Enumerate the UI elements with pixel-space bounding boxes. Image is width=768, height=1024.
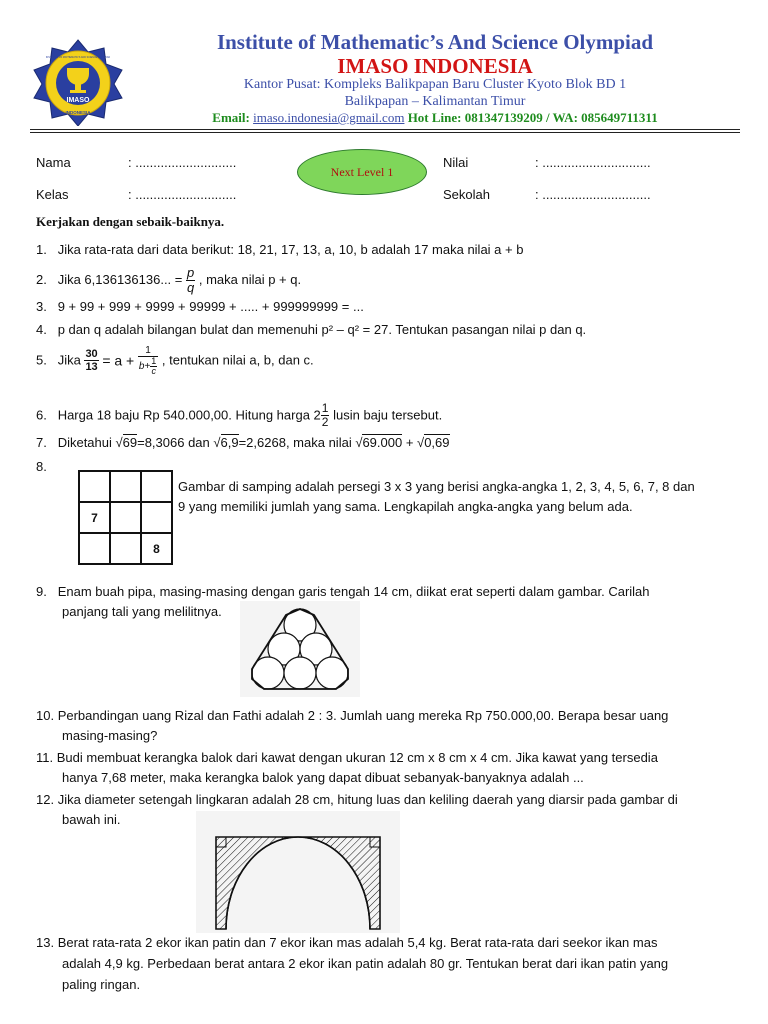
question-2: 2. Jika 6,136136136... = $\frac{p}{q}$ , maka nilai p + q. [36,265,302,295]
logo-ring-text: INSTITUTE OF MATHEMATIC'S AND SCIENCE OLYMPIAD [45,56,111,59]
question-11-line-2: hanya 7,68 meter, maka kerangka balok yang dapat dibuat sebanyak-banyaknya adalah ... [62,770,584,785]
question-12: 12. Jika diameter setengah lingkaran adalah 28 cm, hitung luas dan keliling daerah yang diarsir pada gambar di [36,792,678,807]
question-10-line-2: masing-masing? [62,728,158,743]
question-9-line-2: panjang tali yang melilitnya. [62,604,222,619]
nama-field[interactable]: : ............................ [128,155,237,170]
question-4: 4. p dan q adalah bilangan bulat dan memenuhi p² – q² = 27. Tentukan pasangan nilai p dan q. [36,322,587,337]
grid-cell[interactable] [110,502,141,533]
question-8-text-2: 9 yang memiliki jumlah yang sama. Lengkapilah angka-angka yang belum ada. [178,499,633,514]
header-rule [30,129,740,133]
grid-cell[interactable] [141,502,172,533]
grid-cell[interactable] [79,471,110,502]
nama-label: Nama [36,155,71,170]
email-label: Email: [212,110,250,125]
grid-cell[interactable] [110,533,141,564]
instruction: Kerjakan dengan sebaik-baiknya. [36,214,225,229]
magic-square-grid [78,470,173,565]
question-13-line-3: paling ringan. [62,977,141,992]
logo-text: IMASO [66,97,90,104]
grid-cell[interactable] [141,471,172,502]
question-8-number: 8. [36,459,47,474]
semicircle-shaded-figure [196,811,400,933]
question-3: 3. 9 + 99 + 999 + 9999 + 99999 + ..... + 999999999 = ... [36,299,364,314]
question-5: 5. Jika $\frac{30}{13}$ = a + 1 b+ $\frac{1}{c}$ , tentukan nilai a, b, dan c. [36,345,314,376]
kelas-label: Kelas [36,187,69,202]
institute-name: Institute of Mathematic’s And Science Olympiad [216,30,654,54]
kelas-field[interactable]: : ............................ [128,187,237,202]
question-6: 6. Harga 18 baju Rp 540.000,00. Hitung harga 2 $\frac{1}{2}$ lusin baju tersebut. [36,401,443,429]
address-line-1: Kantor Pusat: Kompleks Balikpapan Baru Cluster Kyoto Blok BD 1 [243,77,627,92]
nilai-label: Nilai [443,155,469,170]
question-13: 13. Berat rata-rata 2 ekor ikan patin dan 7 ekor ikan mas adalah 5,4 kg. Berat rata-rata dari seekor ikan mas [36,935,658,950]
question-1: 1. Jika rata-rata dari data berikut: 18, 21, 17, 13, a, 10, b adalah 17 maka nilai a + b [36,242,524,257]
hotline: Hot Line: 081347139209 / WA: 085649711311 [407,110,658,125]
question-7: 7. Diketahui √69=8,3066 dan √6,9=2,6268, maka nilai √69.000 + √0,69 [36,435,450,450]
address-line-2: Balikpapan – Kalimantan Timur [344,94,526,109]
org-name: IMASO INDONESIA [337,54,533,78]
question-10: 10. Perbandingan uang Rizal dan Fathi adalah 2 : 3. Jumlah uang mereka Rp 750.000,00. Berapa besar uang [36,708,669,723]
email-link[interactable]: imaso.indonesia@gmail.com [253,110,405,125]
question-11: 11. Budi membuat kerangka balok dari kawat dengan ukuran 12 cm x 8 cm x 4 cm. Jika kawat yang tersedia [36,750,658,765]
question-9: 9. Enam buah pipa, masing-masing dengan garis tengah 14 cm, diikat erat seperti dalam gambar. Carilah [36,584,650,599]
grid-cell[interactable]: 8 [141,533,172,564]
grid-cell[interactable] [110,471,141,502]
question-13-line-2: adalah 4,9 kg. Perbedaan berat antara 2 ekor ikan patin adalah 80 gr. Tentukan berat dari ikan patin yang [62,956,669,971]
next-level-badge: Next Level 1 [297,149,427,195]
sekolah-field[interactable]: : .............................. [535,187,651,202]
pipes-figure [240,601,360,697]
contact-line [130,110,740,126]
question-8-text-1: Gambar di samping adalah persegi 3 x 3 yang berisi angka-angka 1, 2, 3, 4, 5, 6, 7, 8 dan [178,479,695,494]
sekolah-label: Sekolah [443,187,490,202]
grid-cell[interactable] [79,533,110,564]
nilai-field[interactable]: : .............................. [535,155,651,170]
logo-bottom-text: INDONESIA [65,110,91,115]
imaso-logo [30,38,126,126]
grid-cell[interactable]: 7 [79,502,110,533]
question-12-line-2: bawah ini. [62,812,121,827]
